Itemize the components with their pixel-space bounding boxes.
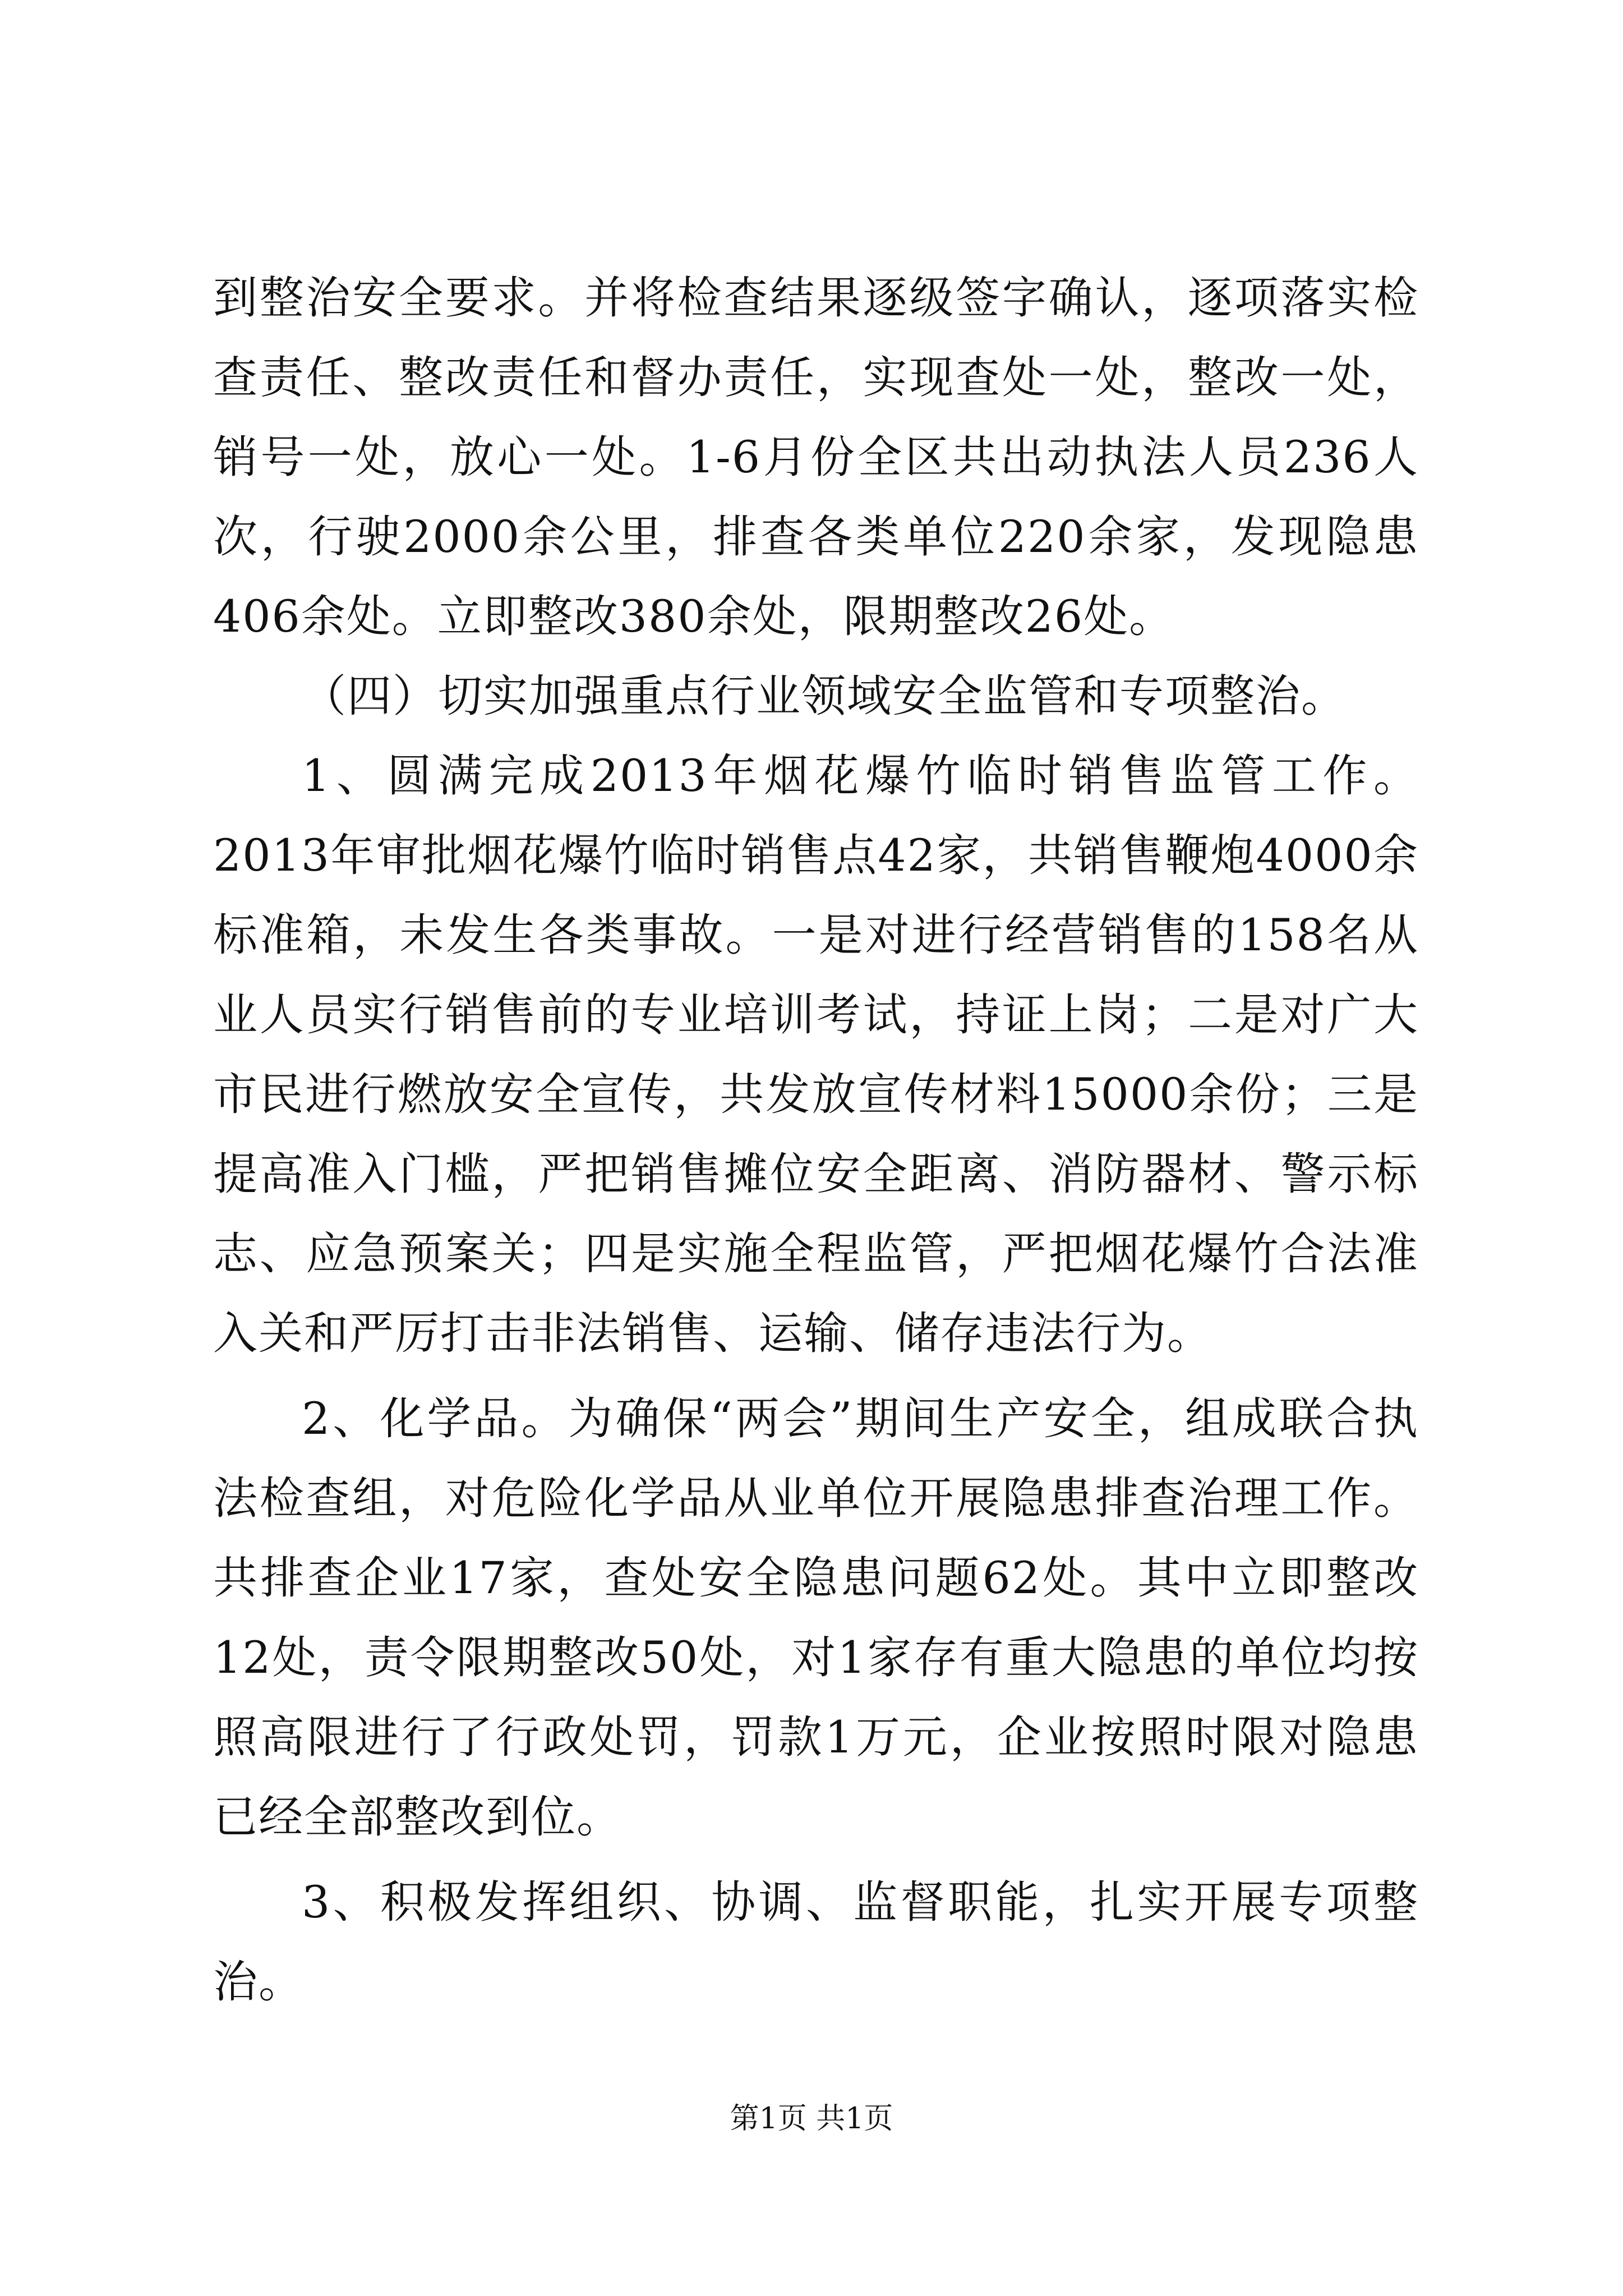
paragraph-continuation: 到整治安全要求。并将检查结果逐级签字确认，逐项落实检查责任、整改责任和督办责任，实现查处一处，整改一处，销号一处，放心一处。1-6月份全区共出动执法人员236人次，行驶2000余公里，排查各类单位220余家，发现隐患406余处。立即整改380余处，限期整改26处。 bbox=[213, 272, 1419, 642]
paragraph-fireworks: 1、圆满完成2013年烟花爆竹临时销售监管工作。2013年审批烟花爆竹临时销售点42家，共销售鞭炮4000余标准箱，未发生各类事故。一是对进行经营销售的158名从业人员实行销售前的专业培训考试，持证上岗；二是对广大市民进行燃放安全宣传，共发放宣传材料15000余份；三是提高准入门槛，严把销售摊位安全距离、消防器材、警示标志、应急预案关；四是实施全程监管，严把烟花爆竹合法准入关和严厉打击非法销售、运输、储存违法行为。 bbox=[213, 750, 1419, 1359]
page-footer: 第1页 共1页 bbox=[730, 2102, 893, 2136]
paragraph-special-rectification: 3、积极发挥组织、协调、监督职能，扎实开展专项整治。 bbox=[213, 1876, 1419, 2008]
document-body bbox=[213, 258, 1419, 2022]
paragraph-chemicals: 2、化学品。为确保“两会”期间生产安全，组成联合执法检查组，对危险化学品从业单位开展隐患排查治理工作。共排查企业17家，查处安全隐患问题62处。其中立即整改12处，责令限期整改50处，对1家存有重大隐患的单位均按照高限进行了行政处罚，罚款1万元，企业按照时限对隐患已经全部整改到位。 bbox=[213, 1393, 1419, 1843]
section-heading-four: （四）切实加强重点行业领域安全监管和专项整治。 bbox=[302, 670, 1347, 722]
